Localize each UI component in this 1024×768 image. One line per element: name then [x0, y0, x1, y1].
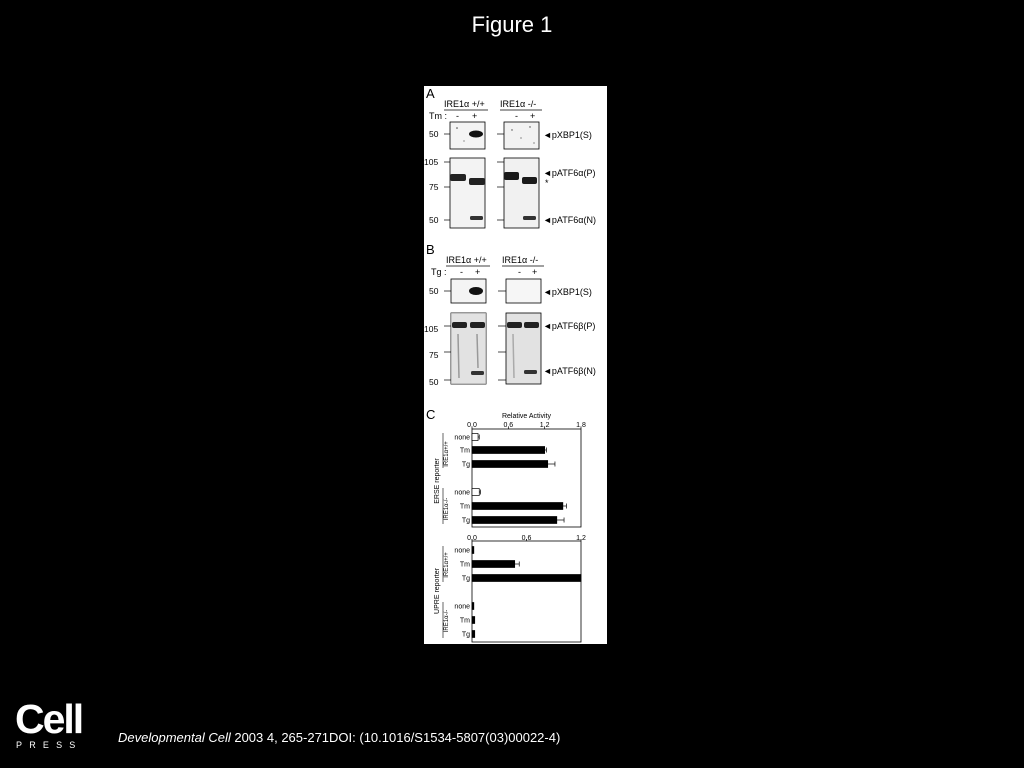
panel-b-letter: B	[426, 242, 435, 257]
reporter-label: ERSE reporter	[434, 458, 441, 504]
category-label: Tg	[461, 461, 470, 469]
x-tick-label: 0.0	[467, 422, 477, 429]
speck	[529, 126, 530, 127]
panel-b-mw-75: 75	[429, 350, 439, 360]
bar	[472, 489, 479, 496]
blot-a-xbp1-ko	[504, 122, 539, 149]
panel-a-label-pxbp1: ◄pXBP1(S)	[543, 130, 592, 140]
group-label: IRE1α+/+	[444, 552, 450, 578]
band-b-atf6-ko-p-1	[507, 322, 522, 328]
x-tick-label: 0.6	[503, 422, 514, 429]
bar	[472, 561, 515, 568]
panel-a-lane-4: +	[530, 111, 536, 121]
category-label: none	[454, 489, 470, 497]
panel-c-letter: C	[426, 407, 436, 422]
bar	[472, 461, 548, 468]
citation	[118, 730, 560, 745]
speck	[533, 142, 534, 143]
category-label: Tm	[459, 503, 470, 511]
smear	[513, 334, 514, 378]
panel-b-lane-4: +	[532, 267, 538, 277]
band-a-atf6-wt-p-1	[450, 174, 466, 181]
category-label: Tg	[461, 631, 470, 639]
chart-upre-reporter	[434, 535, 586, 642]
panel-a-asterisk: *	[545, 178, 549, 188]
panel-a-treatment: Tm :	[429, 111, 447, 121]
logo-word: Cell	[15, 696, 83, 742]
panel-b-genotype-wt: IRE1α +/+	[446, 255, 487, 265]
speck	[456, 127, 458, 129]
smear	[458, 334, 459, 378]
category-label: none	[454, 434, 470, 442]
plot-frame	[472, 429, 581, 527]
bar	[472, 547, 474, 554]
band-a-atf6-wt-n	[470, 216, 483, 220]
panel-b-lane-1: -	[460, 267, 463, 277]
figure-panel	[424, 86, 607, 644]
band-a-xbp1-wt-tm	[469, 131, 483, 138]
bar	[472, 434, 478, 441]
band-b-atf6-ko-n	[524, 370, 537, 374]
category-label: Tg	[461, 575, 470, 583]
panel-b-label-pxbp1: ◄pXBP1(S)	[543, 287, 592, 297]
band-b-atf6-wt-p-2	[470, 322, 485, 328]
reporter-label: UPRE reporter	[434, 568, 441, 614]
panel-b-mw-50: 50	[429, 377, 439, 387]
panel-b-mw-105: 105	[424, 324, 439, 334]
x-tick-label: 1.8	[576, 422, 586, 429]
bar	[472, 517, 557, 524]
category-label: Tg	[461, 517, 470, 525]
category-label: none	[454, 603, 470, 611]
panel-b-label-patf6-p: ◄pATF6β(P)	[543, 321, 596, 331]
panel-a-mw-50: 50	[429, 215, 439, 225]
panel-b-treatment: Tg :	[431, 267, 447, 277]
group-label: IRE1α-/-	[444, 609, 450, 633]
panel-a-label-patf6-n: ◄pATF6α(N)	[543, 215, 596, 225]
panel-b-mw-50-top: 50	[429, 286, 439, 296]
panel-a-mw-50-top: 50	[429, 129, 439, 139]
panel-b-label-patf6-n: ◄pATF6β(N)	[543, 366, 596, 376]
band-a-atf6-ko-p-2	[522, 177, 537, 184]
group-label: IRE1α-/-	[444, 497, 450, 521]
cell-press-logo	[15, 696, 85, 753]
bar	[472, 617, 475, 624]
panel-a-genotype-wt: IRE1α +/+	[444, 99, 485, 109]
panel-b-lane-2: +	[475, 267, 481, 277]
panel-a-letter: A	[426, 86, 435, 101]
panel-b-genotype-ko: IRE1α -/-	[502, 255, 539, 265]
bar	[472, 603, 474, 610]
group-label: IRE1α+/+	[444, 441, 450, 467]
x-tick-label: 1.2	[539, 422, 550, 429]
chart-erse-reporter	[434, 413, 586, 527]
bar	[472, 503, 563, 510]
panel-a-mw-75: 75	[429, 182, 439, 192]
panel-a-lane-3: -	[515, 111, 518, 121]
logo-press: PRESS	[16, 740, 83, 750]
speck	[520, 137, 521, 138]
panel-a-lane-2: +	[472, 111, 478, 121]
category-label: Tm	[459, 561, 470, 569]
slide-title: Figure 1	[471, 12, 553, 37]
band-a-atf6-ko-p-1	[504, 172, 519, 180]
citation-journal: Developmental Cell	[118, 730, 231, 745]
band-b-atf6-wt-p-1	[452, 322, 467, 328]
panel-a-genotype-ko: IRE1α -/-	[500, 99, 537, 109]
band-b-xbp1-wt-tg	[469, 287, 483, 295]
plot-frame	[472, 541, 581, 642]
bar	[472, 447, 545, 454]
category-label: none	[454, 547, 470, 555]
band-a-atf6-ko-n	[523, 216, 536, 220]
bar	[472, 631, 475, 638]
chart-title: Relative Activity	[501, 413, 552, 420]
blot-b-xbp1-ko	[506, 279, 541, 303]
category-label: Tm	[459, 447, 470, 455]
band-b-atf6-wt-n	[471, 371, 484, 375]
panel-b-lane-3: -	[518, 267, 521, 277]
band-a-atf6-wt-p-2	[469, 178, 485, 185]
citation-details: 2003 4, 265-271DOI: (10.1016/S1534-5807(03)00022-4)	[230, 730, 561, 745]
category-label: Tm	[459, 617, 470, 625]
panel-a-label-patf6-p: ◄pATF6α(P)	[543, 168, 596, 178]
speck	[463, 140, 464, 141]
panel-a-mw-105: 105	[424, 157, 439, 167]
x-tick-label: 0.6	[521, 535, 532, 542]
x-tick-label: 0.0	[467, 535, 477, 542]
x-tick-label: 1.2	[576, 535, 586, 542]
panel-a-lane-1: -	[456, 111, 459, 121]
band-b-atf6-ko-p-2	[524, 322, 539, 328]
smear	[477, 334, 478, 368]
bar	[472, 575, 581, 582]
speck	[511, 129, 512, 130]
